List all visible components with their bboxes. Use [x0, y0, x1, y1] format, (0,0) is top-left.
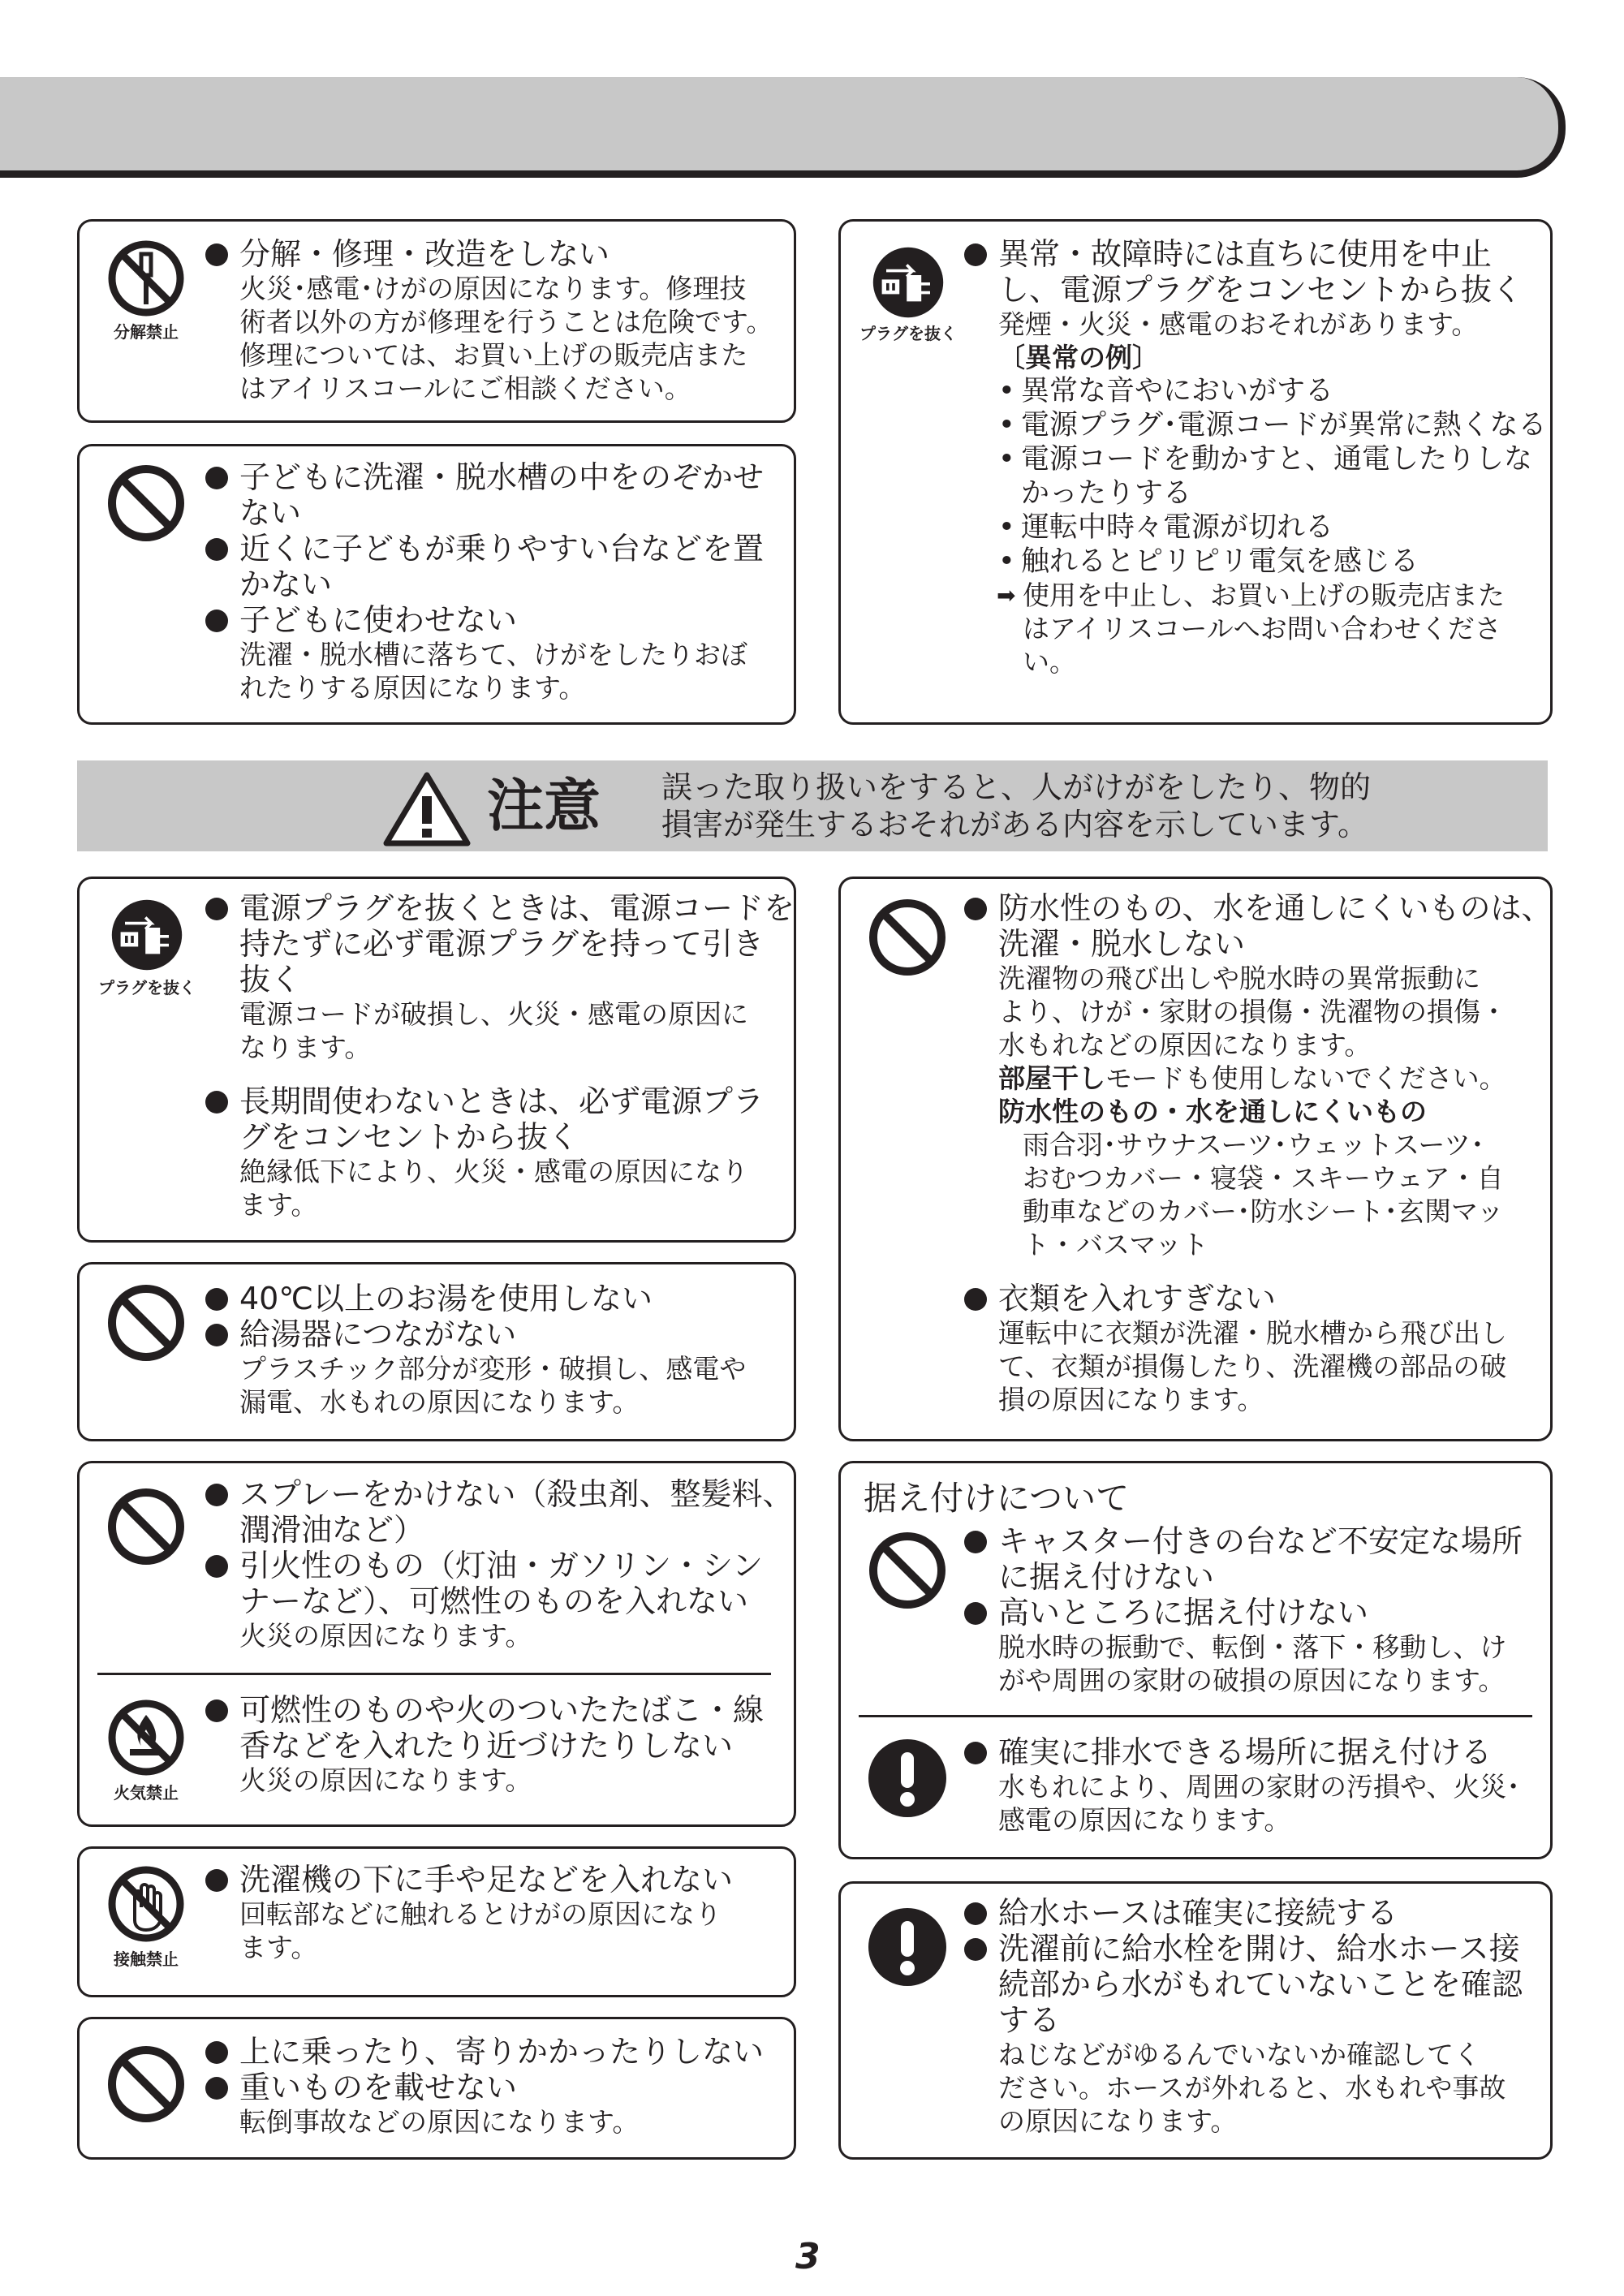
icon-caption: プラグを抜く [859, 324, 957, 343]
icon-caption: 分解禁止 [114, 322, 179, 342]
icon-caption: 接触禁止 [114, 1949, 179, 1969]
prohibition-icon [106, 1486, 187, 1567]
prohibition-icon [106, 1282, 187, 1363]
prohibition-icon [867, 1530, 948, 1611]
header-bar [0, 77, 1566, 178]
mandatory-action-icon [867, 1738, 948, 1819]
prohibition-icon [867, 897, 948, 978]
no-disassembly-icon [106, 238, 187, 319]
warning-box-malfunction: プラグを抜く 異常・故障時には直ちに使用を中止 し、電源プラグをコンセントから抜く 発煙・火災・感電のおそれがあります。 〔異常の例〕 • 異常な音やにおいがする • 電源プラグ･電源コードが異常に熱くなる • 電源コードを動かすと、通電したりしな かったりする • 運転中時々電源が切れる • 触れるとピリピリ電気を感じる ➡ 使用を中止し、お買い上げの販売店また はアイリスコールへお問い合わせくださ い。 [838, 219, 1553, 725]
warning-box-disassembly: 分解禁止 分解・修理・改造をしない 火災･感電･けがの原因になります。修理技 術者以外の方が修理を行うことは危険です。 修理については、お買い上げの販売店また はアイリスコールにご相談ください。 [77, 219, 796, 423]
caution-box-plug: プラグを抜く 電源プラグを抜くときは、電源コードを 持たずに必ず電源プラグを持って引き 抜く 電源コードが破損し、火災・感電の原因に なります。 長期間使わないときは、必ず電源プラ グをコンセントから抜く 絶縁低下により、火災・感電の原因になり ます。 [77, 877, 796, 1243]
icon-caption: プラグを抜く [98, 978, 196, 997]
caution-banner [77, 760, 1548, 851]
unplug-icon [872, 246, 945, 319]
caution-box-flammable: スプレーをかけない（殺虫剤、整髪料、 潤滑油など） 引火性のもの（灯油・ガソリン・シン ナーなど）、可燃性のものを入れない 火災の原因になります。 火気禁止 可燃性のものや火のついたたばこ・線 香などを入れたり近づけたりしない 火災の原因になります。 [77, 1461, 796, 1827]
divider [97, 1673, 771, 1675]
prohibition-icon [106, 2044, 187, 2125]
warning-triangle-icon [381, 770, 472, 848]
caution-box-hot-water: 40℃以上のお湯を使用しない 給湯器につながない プラスチック部分が変形・破損し、感電や 漏電、水もれの原因になります。 [77, 1262, 796, 1441]
unplug-icon [110, 898, 183, 971]
caution-box-installation: 据え付けについて キャスター付きの台など不安定な場所 に据え付けない 高いところに据え付けない 脱水時の振動で、転倒・落下・移動し、け がや周囲の家財の破損の原因になります。 確実に排水できる場所に据え付ける 水もれにより、周囲の家財の汚損や、火災･ 感電の原因になります。 [838, 1461, 1553, 1859]
section-title: 据え付けについて [864, 1479, 1130, 1518]
caution-description: 誤った取り扱いをすると、人がけがをしたり、物的 損害が発生するおそれがある内容を示しています。 [661, 769, 1372, 842]
icon-caption: 火気禁止 [114, 1783, 179, 1803]
page-number: 3 [795, 2236, 821, 2277]
caution-box-weight: 上に乗ったり、寄りかかったりしない 重いものを載せない 転倒事故などの原因になります。 [77, 2017, 796, 2160]
caution-title: 注意 [487, 773, 601, 839]
caution-box-hands: 接触禁止 洗濯機の下に手や足などを入れない 回転部などに触れるとけがの原因になり ます。 [77, 1846, 796, 1997]
warning-box-children: 子どもに洗濯・脱水槽の中をのぞかせ ない 近くに子どもが乗りやすい台などを置 かない 子どもに使わせない 洗濯・脱水槽に落ちて、けがをしたりおぼ れたりする原因になります。 [77, 444, 796, 725]
caution-box-waterproof: 防水性のもの、水を通しにくいものは、 洗濯・脱水しない 洗濯物の飛び出しや脱水時の異常振動に より、けが・家財の損傷・洗濯物の損傷・ 水もれなどの原因になります。 部屋干しモードも使用しないでください。 防水性のもの・水を通しにくいもの 雨合羽･サウナスーツ･ウェットスーツ･ おむつカバー・寝袋・スキーウェア・自 動車などのカバー･防水シート･玄関マッ ト・バスマット 衣類を入れすぎない 運転中に衣類が洗濯・脱水槽から飛び出し て、衣類が損傷したり、洗濯機の部品の破 損の原因になります。 [838, 877, 1553, 1441]
caution-box-water-hose: 給水ホースは確実に接続する 洗濯前に給水栓を開け、給水ホース接 続部から水がもれていないことを確認 する ねじなどがゆるんでいないか確認してく ださい。ホースが外れると、水もれや事故 の原因になります。 [838, 1881, 1553, 2160]
mandatory-action-icon [867, 1906, 948, 1988]
warning-heading: 分解・修理・改造をしない [205, 236, 773, 272]
prohibition-icon [106, 463, 187, 544]
divider [859, 1715, 1532, 1717]
no-touch-icon [106, 1863, 187, 1945]
no-fire-icon [106, 1697, 187, 1778]
